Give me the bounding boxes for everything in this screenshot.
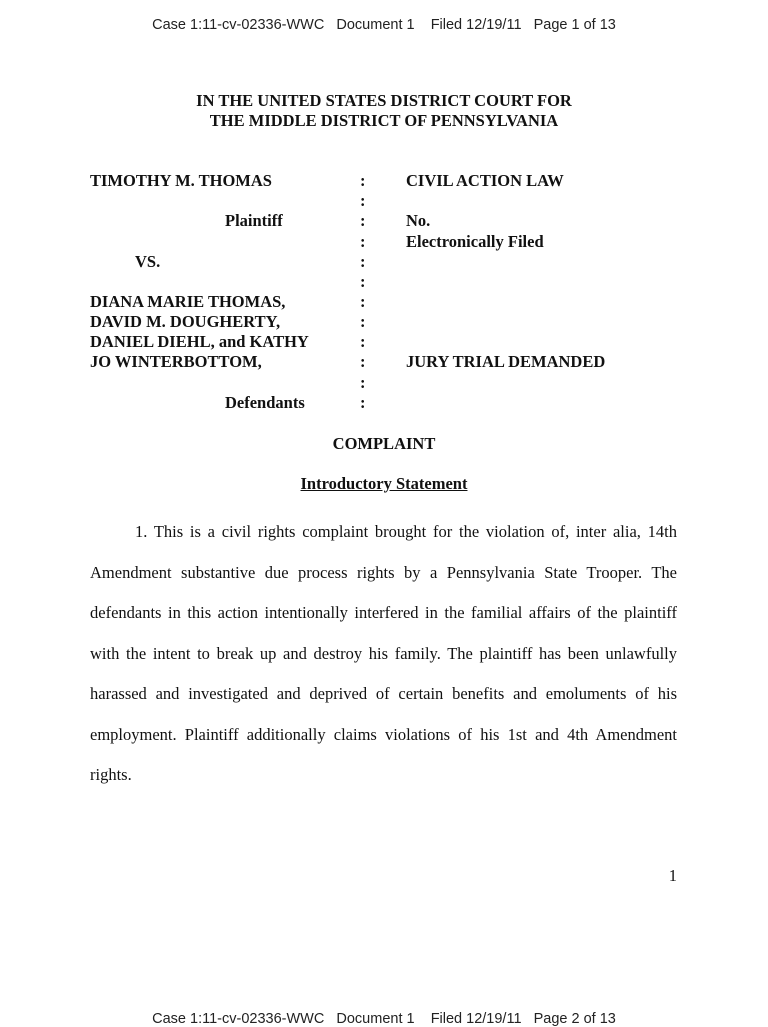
caption-colon: : [360, 252, 366, 271]
court-name-line-1: IN THE UNITED STATES DISTRICT COURT FOR [196, 91, 572, 110]
defendant-line-3: DANIEL DIEHL, and KATHY [90, 332, 309, 351]
filing-method: Electronically Filed [406, 232, 544, 251]
caption-colon: : [360, 191, 366, 210]
page-number: 1 [668, 866, 677, 885]
defendants-role: Defendants [225, 393, 305, 412]
case-header-top: Case 1:11-cv-02336-WWC Document 1 Filed 12/19/11 Page 1 of 13 [152, 17, 616, 33]
caption-colon: : [360, 292, 366, 311]
jury-demand: JURY TRIAL DEMANDED [406, 352, 606, 371]
section-heading: Introductory Statement [300, 474, 468, 493]
caption-colon: : [360, 332, 366, 351]
section-heading-wrapper [0, 474, 768, 494]
caption-colon: : [360, 272, 366, 291]
caption-colon: : [360, 171, 366, 190]
caption-colon: : [360, 352, 366, 371]
defendant-line-2: DAVID M. DOUGHERTY, [90, 312, 281, 331]
court-name-line-2: THE MIDDLE DISTRICT OF PENNSYLVANIA [209, 111, 559, 130]
versus-label: VS. [135, 252, 161, 271]
plaintiff-role: Plaintiff [225, 211, 283, 230]
plaintiff-name: TIMOTHY M. THOMAS [90, 171, 272, 190]
caption-colon: : [360, 211, 366, 230]
caption-colon: : [360, 393, 366, 412]
caption-colon: : [360, 312, 366, 331]
document-title: COMPLAINT [332, 434, 436, 453]
case-header-next-page: Case 1:11-cv-02336-WWC Document 1 Filed 12/19/11 Page 2 of 13 [152, 1011, 616, 1027]
defendant-line-1: DIANA MARIE THOMAS, [90, 292, 286, 311]
action-type: CIVIL ACTION LAW [406, 171, 564, 190]
paragraph-1: 1. This is a civil rights complaint brought for the violation of, inter alia, 14th Amendment substantive due process rights by a Pennsylvania State Trooper. The defendants in this action intentionally interfered in the familial affairs of the plaintiff with the intent to break up and destroy his family. The plaintiff has been unlawfully harassed and investigated and deprived of certain benefits and emoluments of his employment. Plaintiff additionally claims violations of his 1st and 4th Amendment rights. [90, 522, 677, 784]
defendant-line-4: JO WINTERBOTTOM, [90, 352, 262, 371]
caption-colon: : [360, 373, 366, 392]
caption-colon: : [360, 232, 366, 251]
case-number-label: No. [406, 211, 431, 230]
